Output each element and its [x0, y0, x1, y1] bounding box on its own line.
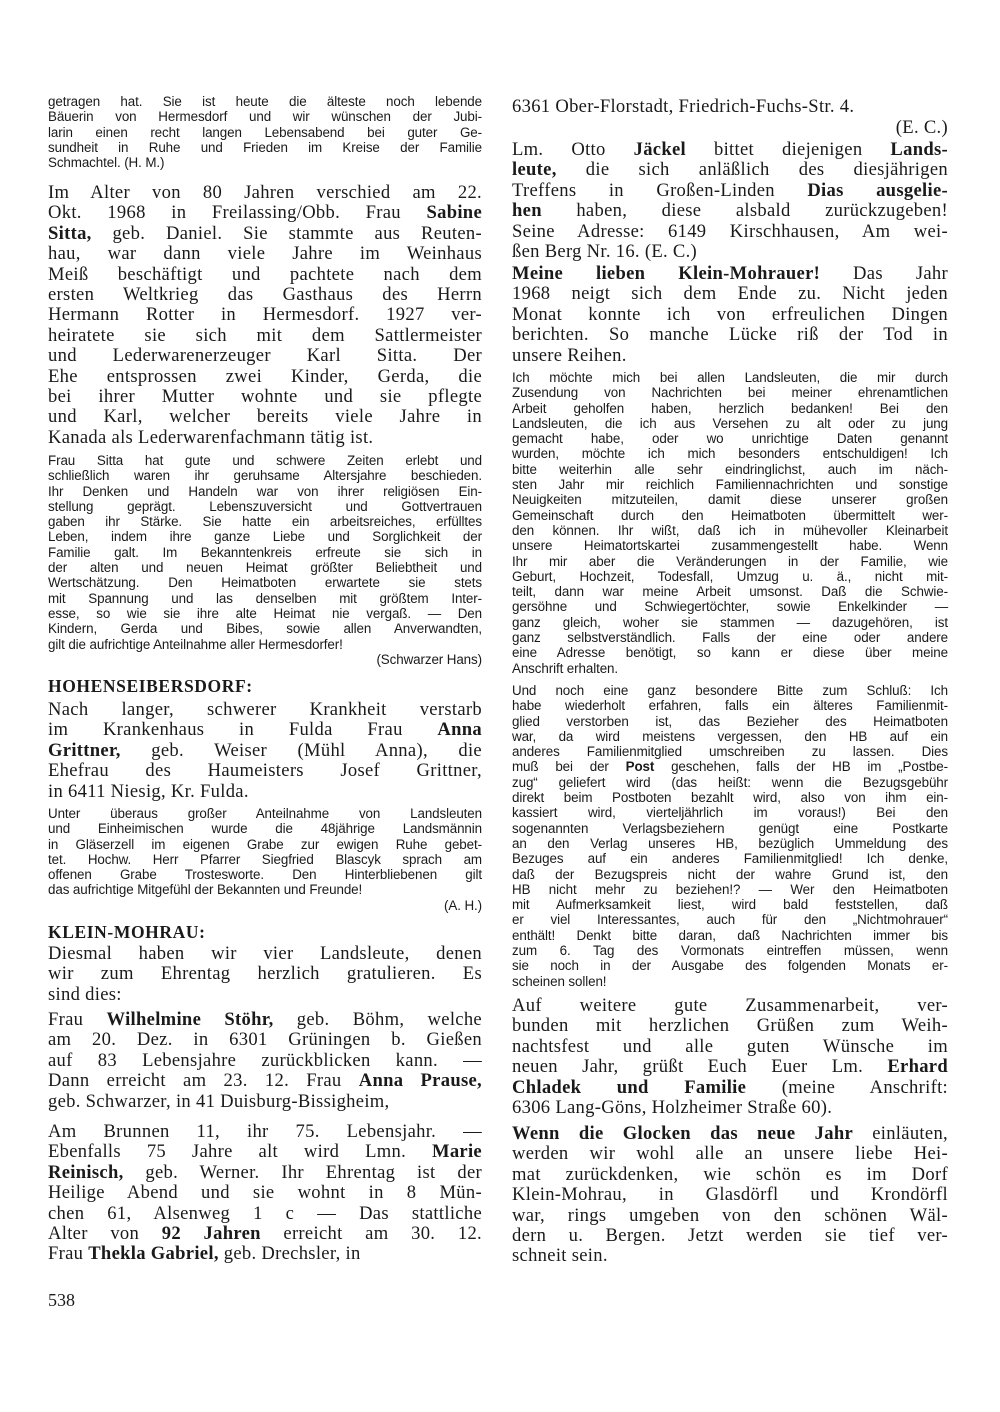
text-line: unsere Reihen. — [512, 344, 627, 366]
section-heading: KLEIN-MOHRAU: — [48, 922, 206, 942]
text-line: Nach langer, schwerer Krankheit verstarb — [48, 699, 482, 720]
text-line: kassiert wird, vierteljährlich im voraus!) Bei den — [512, 805, 948, 821]
bold-text: leute, — [512, 159, 557, 181]
bold-text: Meine lieben Klein-Mohrauer! — [512, 263, 821, 284]
text-line: gemacht habe, oder wo unrichtige Daten genannt — [512, 431, 948, 447]
text-line: und Karl, welcher bereits viele Jahre in — [48, 406, 482, 428]
text-line: Frau Wilhelmine Stöhr, geb. Böhm, welche — [48, 1009, 482, 1030]
attribution: (Schwarzer Hans) — [376, 652, 482, 667]
text-line: Und noch eine ganz besondere Bitte zum Schluß: Ich — [512, 683, 948, 698]
text-line: bitte weiterhin alle sehr eindringlichst, auch im näch- — [512, 461, 948, 477]
text-line: leute, die sich anläßlich des diesjährigen — [512, 159, 948, 181]
text-line: gilt die aufrichtige Anteilnahme aller Hermesdorfer! — [48, 636, 343, 652]
bold-text: Dias ausgelie- — [807, 179, 948, 201]
text-line: neuen Jahr, grüßt Euch Euer Lm. Erhard — [512, 1056, 948, 1078]
paragraph-greeting — [512, 996, 948, 1118]
text-line: Heilige Abend und sie wohnt in 8 Mün- — [48, 1182, 482, 1204]
bold-text: Anna Prause, — [358, 1070, 483, 1092]
text-line: das aufrichtige Mitgefühl der Bekannten und Freunde! — [48, 882, 363, 898]
text-line: Bäuerin von Hermesdorf und wir wünschen der Jubi- — [48, 109, 482, 125]
bold-text: Sabine — [426, 202, 482, 224]
text-line: ersten Weltkrieg das Gasthaus des Herrn — [48, 284, 482, 306]
text-line: sie noch in der Ausgabe des folgenden Monats er- — [512, 958, 948, 974]
text-line: Bezuges auf ein anderes Familienmitglied! Ich denke, — [512, 851, 948, 867]
text-line: zug“ geliefert wird (das heißt: wenn die Bezugsgebühr — [512, 774, 948, 790]
text-line: Seine Adresse: 6149 Kirschhausen, Am wei- — [512, 220, 948, 242]
address-line — [512, 97, 948, 117]
text-line: den können. Ihr wißt, daß ich in mühevoller Kleinarbeit — [512, 522, 948, 538]
text-line: Anschrift erhalten. — [512, 660, 619, 676]
text-line: und Lederwarenerzeuger Karl Sitta. Der — [48, 345, 482, 367]
text-line: Auf weitere gute Zusammenarbeit, ver- — [512, 995, 948, 1016]
text-line: am 20. Dez. in 6301 Grüningen b. Gießen — [48, 1029, 482, 1051]
text-line: Wenn die Glocken das neue Jahr einläuten, — [512, 1123, 948, 1144]
text-line: larin einen recht langen Lebensabend bei guter Ge- — [48, 124, 482, 140]
text-line: Ehefrau des Haumeisters Josef Grittner, — [48, 760, 482, 782]
text-line: Frau Sitta hat gute und schwere Zeiten erlebt und — [48, 453, 482, 468]
text-line: Lm. Otto Jäckel bittet diejenigen Lands- — [512, 139, 948, 160]
text-line: Am Brunnen 11, ihr 75. Lebensjahr. — — [48, 1121, 482, 1142]
text-line: scheinen sollen! — [512, 973, 607, 989]
text-line: daß der Bezugspreis nicht der wahre Grund ist, den — [512, 866, 948, 882]
text-line: unsere Heimatortskartei zusammengestellt habe. Wenn — [512, 538, 948, 554]
text-line: eine Adresse benötigt, so kann er diese über meine — [512, 645, 948, 661]
text-line: schneit sein. — [512, 1245, 608, 1267]
bold-text: Post — [625, 759, 655, 775]
text-line: Neuigkeiten mitzuteilen, damit diese unserer großen — [512, 492, 948, 508]
text-line: zum 6. Tag des Vormonats eintreffen müssen, wenn — [512, 943, 948, 959]
text-line: wir zum Ehrentag herzlich gratulieren. Es — [48, 963, 482, 985]
text-line: Im Alter von 80 Jahren verschied am 22. — [48, 182, 482, 203]
text-line: gersöhne und Schwiegertöchter, sowie Enkelkinder — — [512, 599, 948, 615]
text-line: gaben ihr Stärke. Sie hatte ein arbeitsreiches, erfülltes — [48, 514, 482, 530]
text-line: Dann erreicht am 23. 12. Frau Anna Prause, — [48, 1070, 483, 1092]
bold-text: hen — [512, 200, 542, 222]
text-line: Arbeit geholfen haben, herzlich bedanken! Bei den — [512, 400, 948, 416]
bold-text: Sitta, — [48, 222, 92, 244]
text-line: Ebenfalls 75 Jahre alt wird Lmn. Marie — [48, 1141, 482, 1163]
bold-text: Grittner, — [48, 739, 121, 761]
text-line: Landsleuten, die ich aus Versehen zu alt oder zu jung — [512, 415, 948, 431]
paragraph-request — [512, 683, 948, 989]
text-line: 6361 Ober-Florstadt, Friedrich-Fuchs-Str. 4. — [512, 96, 855, 117]
paragraph-thanks — [512, 370, 948, 676]
bold-text: Chladek und Familie — [512, 1076, 747, 1098]
text-line: muß bei der Post geschehen, falls der HB im „Postbe- — [512, 759, 948, 775]
text-line: Meiß beschäftigt und pachtete nach dem — [48, 263, 482, 285]
text-line: Sitta, geb. Daniel. Sie stammte aus Reuten- — [48, 222, 482, 244]
paragraph-klein-mohrauer — [512, 264, 948, 366]
text-line: auf 83 Lebensjahre zurückblicken kann. — — [48, 1049, 482, 1071]
text-line: glied verstorben ist, das Bezieher des Heimatboten — [512, 713, 948, 729]
text-line: ganz selbstverständlich. Falls der eine oder andere — [512, 630, 948, 646]
bold-text: Wilhelmine Stöhr, — [106, 1009, 274, 1030]
text-line: Ich möchte mich bei allen Landsleuten, die mir durch — [512, 370, 948, 385]
text-line: chen 61, Alsenweg 1 c — Das stattliche — [48, 1202, 482, 1224]
paragraph-grittner-funeral — [48, 806, 482, 898]
text-line: Meine lieben Klein-Mohrauer! Das Jahr — [512, 263, 948, 284]
bold-text: Erhard — [887, 1056, 948, 1078]
text-line: berichten. So manche Lücke riß der Tod in — [512, 324, 948, 346]
text-line: getragen hat. Sie ist heute die älteste noch lebende — [48, 94, 482, 109]
text-line: teilt, dann war meine Arbeit umsonst. Daß die Schwie- — [512, 584, 948, 600]
text-line: sundheit in Ruhe und Frieden im Kreise der Familie — [48, 139, 482, 155]
text-line: sten Jahr mir reichlich Familiennachrichten und sonstige — [512, 477, 948, 493]
attribution: (A. H.) — [444, 898, 482, 913]
paragraph-sitta-details — [48, 453, 482, 652]
page-number: 538 — [48, 1290, 75, 1310]
text-line: tet. Hochw. Herr Pfarrer Siegfried Blascyk sprach am — [48, 851, 482, 867]
text-line: HB nicht mehr zu beziehen!? — Wer den Heimatboten — [512, 881, 948, 897]
bold-text: Jäckel — [633, 139, 686, 160]
section-heading: HOHENSEIBERSDORF: — [48, 676, 253, 696]
bold-text: Lands- — [890, 139, 948, 160]
text-line: und Einheimischen wurde die 48jährige Landsmännin — [48, 821, 482, 837]
text-line: nachtsfest und alle guten Wünsche im — [512, 1035, 948, 1057]
paragraph-sitta-obituary — [48, 183, 482, 448]
text-line: ganz gleich, woher sie stammen — dazugehören, ist — [512, 614, 948, 630]
text-line: esse, so wie sie ihre alte Heimat nie vergaß. — Den — [48, 605, 482, 621]
text-line: Schmachtel. (H. M.) — [48, 155, 165, 171]
text-line: der alten und neuen Heimat größter Beliebtheit und — [48, 560, 482, 576]
text-line: Treffens in Großen-Linden Dias ausgelie- — [512, 179, 948, 201]
text-line: in Gläserzell im eigenen Grabe zur ewigen Ruhe gebet- — [48, 836, 482, 852]
text-line: habe wiederholt erfahren, falls ein älteres Familienmit- — [512, 698, 948, 714]
text-line: schließlich waren ihr geruhsame Altersjahre beschieden. — [48, 468, 482, 484]
text-line: hau, war dann viele Jahre im Weinhaus — [48, 243, 482, 265]
text-line: er viel Interessantes, auch für den „Nichtmohrauer“ — [512, 912, 948, 928]
text-line: Diesmal haben wir vier Landsleute, denen — [48, 943, 482, 964]
text-line: Okt. 1968 in Freilassing/Obb. Frau Sabine — [48, 202, 482, 224]
text-line: 1968 neigt sich dem Ende zu. Nicht jeden — [512, 283, 948, 305]
text-line: im Krankenhaus in Fulda Frau Anna — [48, 719, 482, 741]
bold-text: 92 Jahren — [161, 1223, 261, 1245]
text-line: Familie galt. Im Bekanntenkreis erfreute sie sich in — [48, 544, 482, 560]
text-line: anderes Familienmitglied umschreiben zu lassen. Dies — [512, 744, 948, 760]
text-line: werden wir wohl alle an unsere liebe Hei- — [512, 1143, 948, 1165]
text-line: mit Aufmerksamkeit liest, wird bald feststellen, daß — [512, 897, 948, 913]
text-line: Geburt, Hochzeit, Todesfall, Umzug u. ä., nicht mit- — [512, 568, 948, 584]
text-line: hen haben, diese alsbald zurückzugeben! — [512, 200, 948, 222]
text-line: Gemeinschaft durch den Heimatboten übermittelt wer- — [512, 507, 948, 523]
text-line: bunden mit herzlichen Grüßen zum Weih- — [512, 1015, 948, 1037]
text-line: Kindern, Gerda und Bibes, sowie allen Anverwandten, — [48, 621, 482, 637]
text-line: wurden, möchte ich mich besonders entschuldigen! Ich — [512, 446, 948, 462]
text-line: heiratete sie sich mit dem Sattlermeister — [48, 324, 482, 346]
text-line: sogenannten Verlagsbeziehern genügt eine Postkarte — [512, 820, 948, 836]
paragraph-jubilee-ending — [48, 94, 482, 170]
text-line: in 6411 Niesig, Kr. Fulda. — [48, 780, 249, 802]
text-line: mat zurückdenken, wie schön es im Dorf — [512, 1163, 948, 1185]
bold-text: Reinisch, — [48, 1161, 124, 1183]
text-line: Kanada als Lederwarenfachmann tätig ist. — [48, 426, 374, 448]
text-line: Leben, indem ihre ganze Liebe und Sorglichkeit der — [48, 529, 482, 545]
text-line: Ihr mir aber die Veränderungen in der Familie, wie — [512, 553, 948, 569]
text-line: Unter überaus großer Anteilnahme von Landsleuten — [48, 806, 482, 821]
text-line: Zusendung von Nachrichten bei meiner ehrenamtlichen — [512, 385, 948, 401]
paragraph-birthdays-1 — [48, 1010, 482, 1112]
text-line: Hermann Rotter in Hermesdorf. 1927 ver- — [48, 304, 482, 326]
text-line: war, rings umgeben von den schönen Wäl- — [512, 1204, 948, 1226]
text-line: Alter von 92 Jahren erreicht am 30. 12. — [48, 1223, 482, 1245]
text-line: offenen Grabe Trostesworte. Den Hinterbliebenen gilt — [48, 867, 482, 883]
text-line: Chladek und Familie (meine Anschrift: — [512, 1076, 948, 1098]
text-line: Frau Thekla Gabriel, geb. Drechsler, in — [48, 1243, 361, 1265]
text-line: direkt beim Postboten bezahlt wird, also von ihm ein- — [512, 790, 948, 806]
paragraph-birthdays-2 — [48, 1122, 482, 1265]
text-line: 6306 Lang-Göns, Holzheimer Straße 60). — [512, 1097, 833, 1119]
text-line: Reinisch, geb. Werner. Ihr Ehrentag ist der — [48, 1161, 482, 1183]
text-line: Wertschätzung. Den Heimatboten erwartete sie stets — [48, 575, 482, 591]
text-line: Grittner, geb. Weiser (Mühl Anna), die — [48, 739, 482, 761]
bold-text: Wenn die Glocken das neue Jahr — [512, 1123, 854, 1144]
text-line: Ehe entsprossen zwei Kinder, Gerda, die — [48, 365, 482, 387]
attribution: (E. C.) — [895, 117, 948, 138]
bold-text: Anna — [437, 719, 482, 741]
text-line: Monat konnte ich von erfreulichen Dingen — [512, 303, 948, 325]
text-line: Ihr Denken und Handeln war von ihrer religiösen Ein- — [48, 483, 482, 499]
bold-text: Thekla Gabriel, — [88, 1243, 219, 1265]
paragraph-birthdays-intro — [48, 944, 482, 1005]
bold-text: Marie — [431, 1141, 482, 1163]
text-line: mit Spannung und las denselben mit größtem Inter- — [48, 590, 482, 606]
text-line: dern u. Bergen. Jetzt werden sie tief ver- — [512, 1225, 948, 1247]
text-line: enthält! Denkt bitte daran, daß Nachrichten immer bis — [512, 927, 948, 943]
text-line: ßen Berg Nr. 16. (E. C.) — [512, 241, 698, 263]
text-line: geb. Schwarzer, in 41 Duisburg-Bissigheim, — [48, 1090, 390, 1112]
text-line: war, da wird meistens vergessen, den HB auf ein — [512, 728, 948, 744]
paragraph-bells — [512, 1124, 948, 1267]
text-line: sind dies: — [48, 983, 122, 1005]
text-line: an den Verlag unseres HB, bezüglich Ummeldung des — [512, 835, 948, 851]
text-line: bei ihrer Mutter wohnte und sie pflegte — [48, 386, 482, 408]
text-line: stellung geprägt. Lebenszuversicht und Gottvertrauen — [48, 498, 482, 514]
paragraph-jaeckel-request — [512, 140, 948, 262]
paragraph-grittner-obituary — [48, 700, 482, 802]
text-line: Klein-Mohrau, in Glasdörfl und Krondörfl — [512, 1184, 948, 1206]
